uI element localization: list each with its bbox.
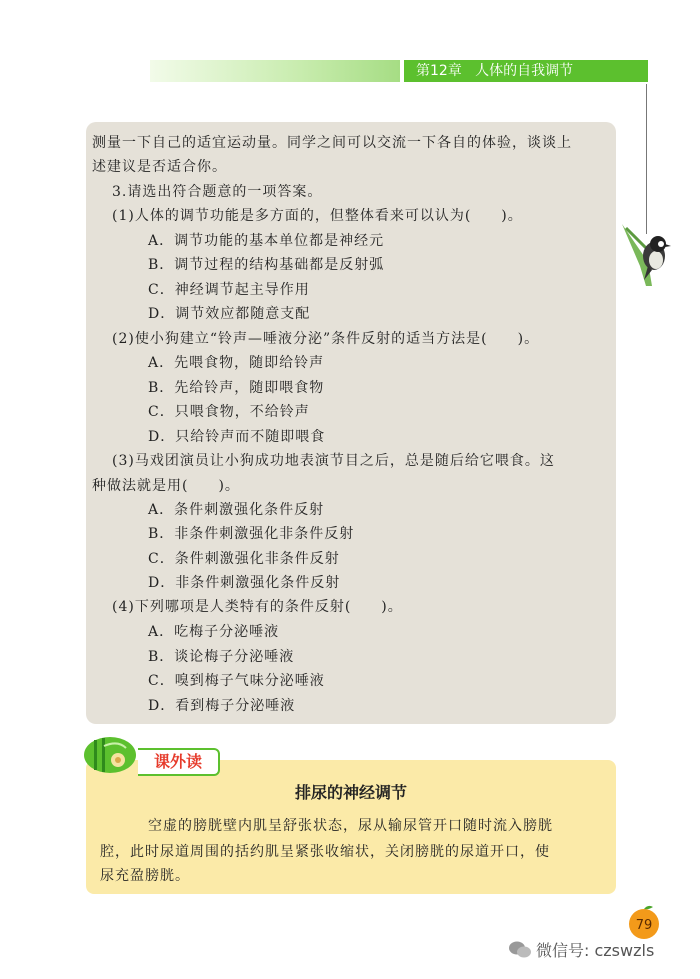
exercise-line: D．调节效应都随意支配 (148, 306, 311, 322)
page-number: 79 (635, 918, 653, 933)
exercise-line: A．吃梅子分泌唾液 (148, 624, 280, 640)
exercise-line: (3)马戏团演员让小狗成功地表演节目之后，总是随后给它喂食。这 (112, 453, 555, 469)
reading-title: 排尿的神经调节 (294, 783, 407, 802)
reading-line: 尿充盈膀胱。 (100, 868, 190, 884)
exercise-line: D．只给铃声而不随即喂食 (148, 429, 326, 445)
reading-line: 空虚的膀胱壁内肌呈舒张状态，尿从输尿管开口随时流入膀胱 (148, 818, 553, 834)
bird-illustration (618, 222, 672, 286)
exercise-line: D．非条件刺激强化条件反射 (148, 575, 341, 591)
exercise-line: B．先给铃声，随即喂食物 (148, 380, 325, 396)
exercise-line: B．谈论梅子分泌唾液 (148, 649, 295, 665)
exercise-line: 述建议是否适合你。 (92, 159, 227, 175)
exercise-line: A．调节功能的基本单位都是神经元 (148, 233, 385, 249)
exercise-line: A．先喂食物，随即给铃声 (148, 355, 325, 371)
exercise-line: (1)人体的调节功能是多方面的，但整体看来可以认为( )。 (112, 208, 523, 224)
exercise-line: 3.请选出符合题意的一项答案。 (112, 184, 323, 200)
reading-line: 腔，此时尿道周围的括约肌呈紧张收缩状，关闭膀胱的尿道开口，使 (100, 844, 550, 860)
margin-line (646, 84, 647, 234)
exercise-line: A．条件刺激强化条件反射 (148, 502, 325, 518)
chapter-header: 第12章 人体的自我调节 (404, 60, 648, 82)
watermark-text: 微信号: czswzls (536, 941, 655, 960)
wechat-icon (508, 940, 532, 960)
exercise-line: 种做法就是用( )。 (92, 478, 240, 494)
exercise-line: B．调节过程的结构基础都是反射弧 (148, 257, 385, 273)
bamboo-icon (84, 736, 140, 774)
exercise-line: C．只喂食物，不给铃声 (148, 404, 310, 420)
exercise-line: B．非条件刺激强化非条件反射 (148, 526, 355, 542)
exercise-line: C．神经调节起主导作用 (148, 282, 310, 298)
extra-reading-tab: 课外读 (138, 748, 220, 776)
exercise-line: 测量一下自己的适宜运动量。同学之间可以交流一下各自的体验，谈谈上 (92, 135, 572, 151)
page-number-badge (626, 904, 662, 940)
exercise-line: C．嗅到梅子气味分泌唾液 (148, 673, 325, 689)
exercise-line: C．条件刺激强化非条件反射 (148, 551, 340, 567)
header-gradient-bar (150, 60, 400, 82)
exercise-line: (4)下列哪项是人类特有的条件反射( )。 (112, 599, 403, 615)
exercise-line: D．看到梅子分泌唾液 (148, 698, 296, 714)
exercise-line: (2)使小狗建立“铃声—唾液分泌”条件反射的适当方法是( )。 (112, 331, 540, 347)
extra-reading-box (86, 760, 616, 894)
